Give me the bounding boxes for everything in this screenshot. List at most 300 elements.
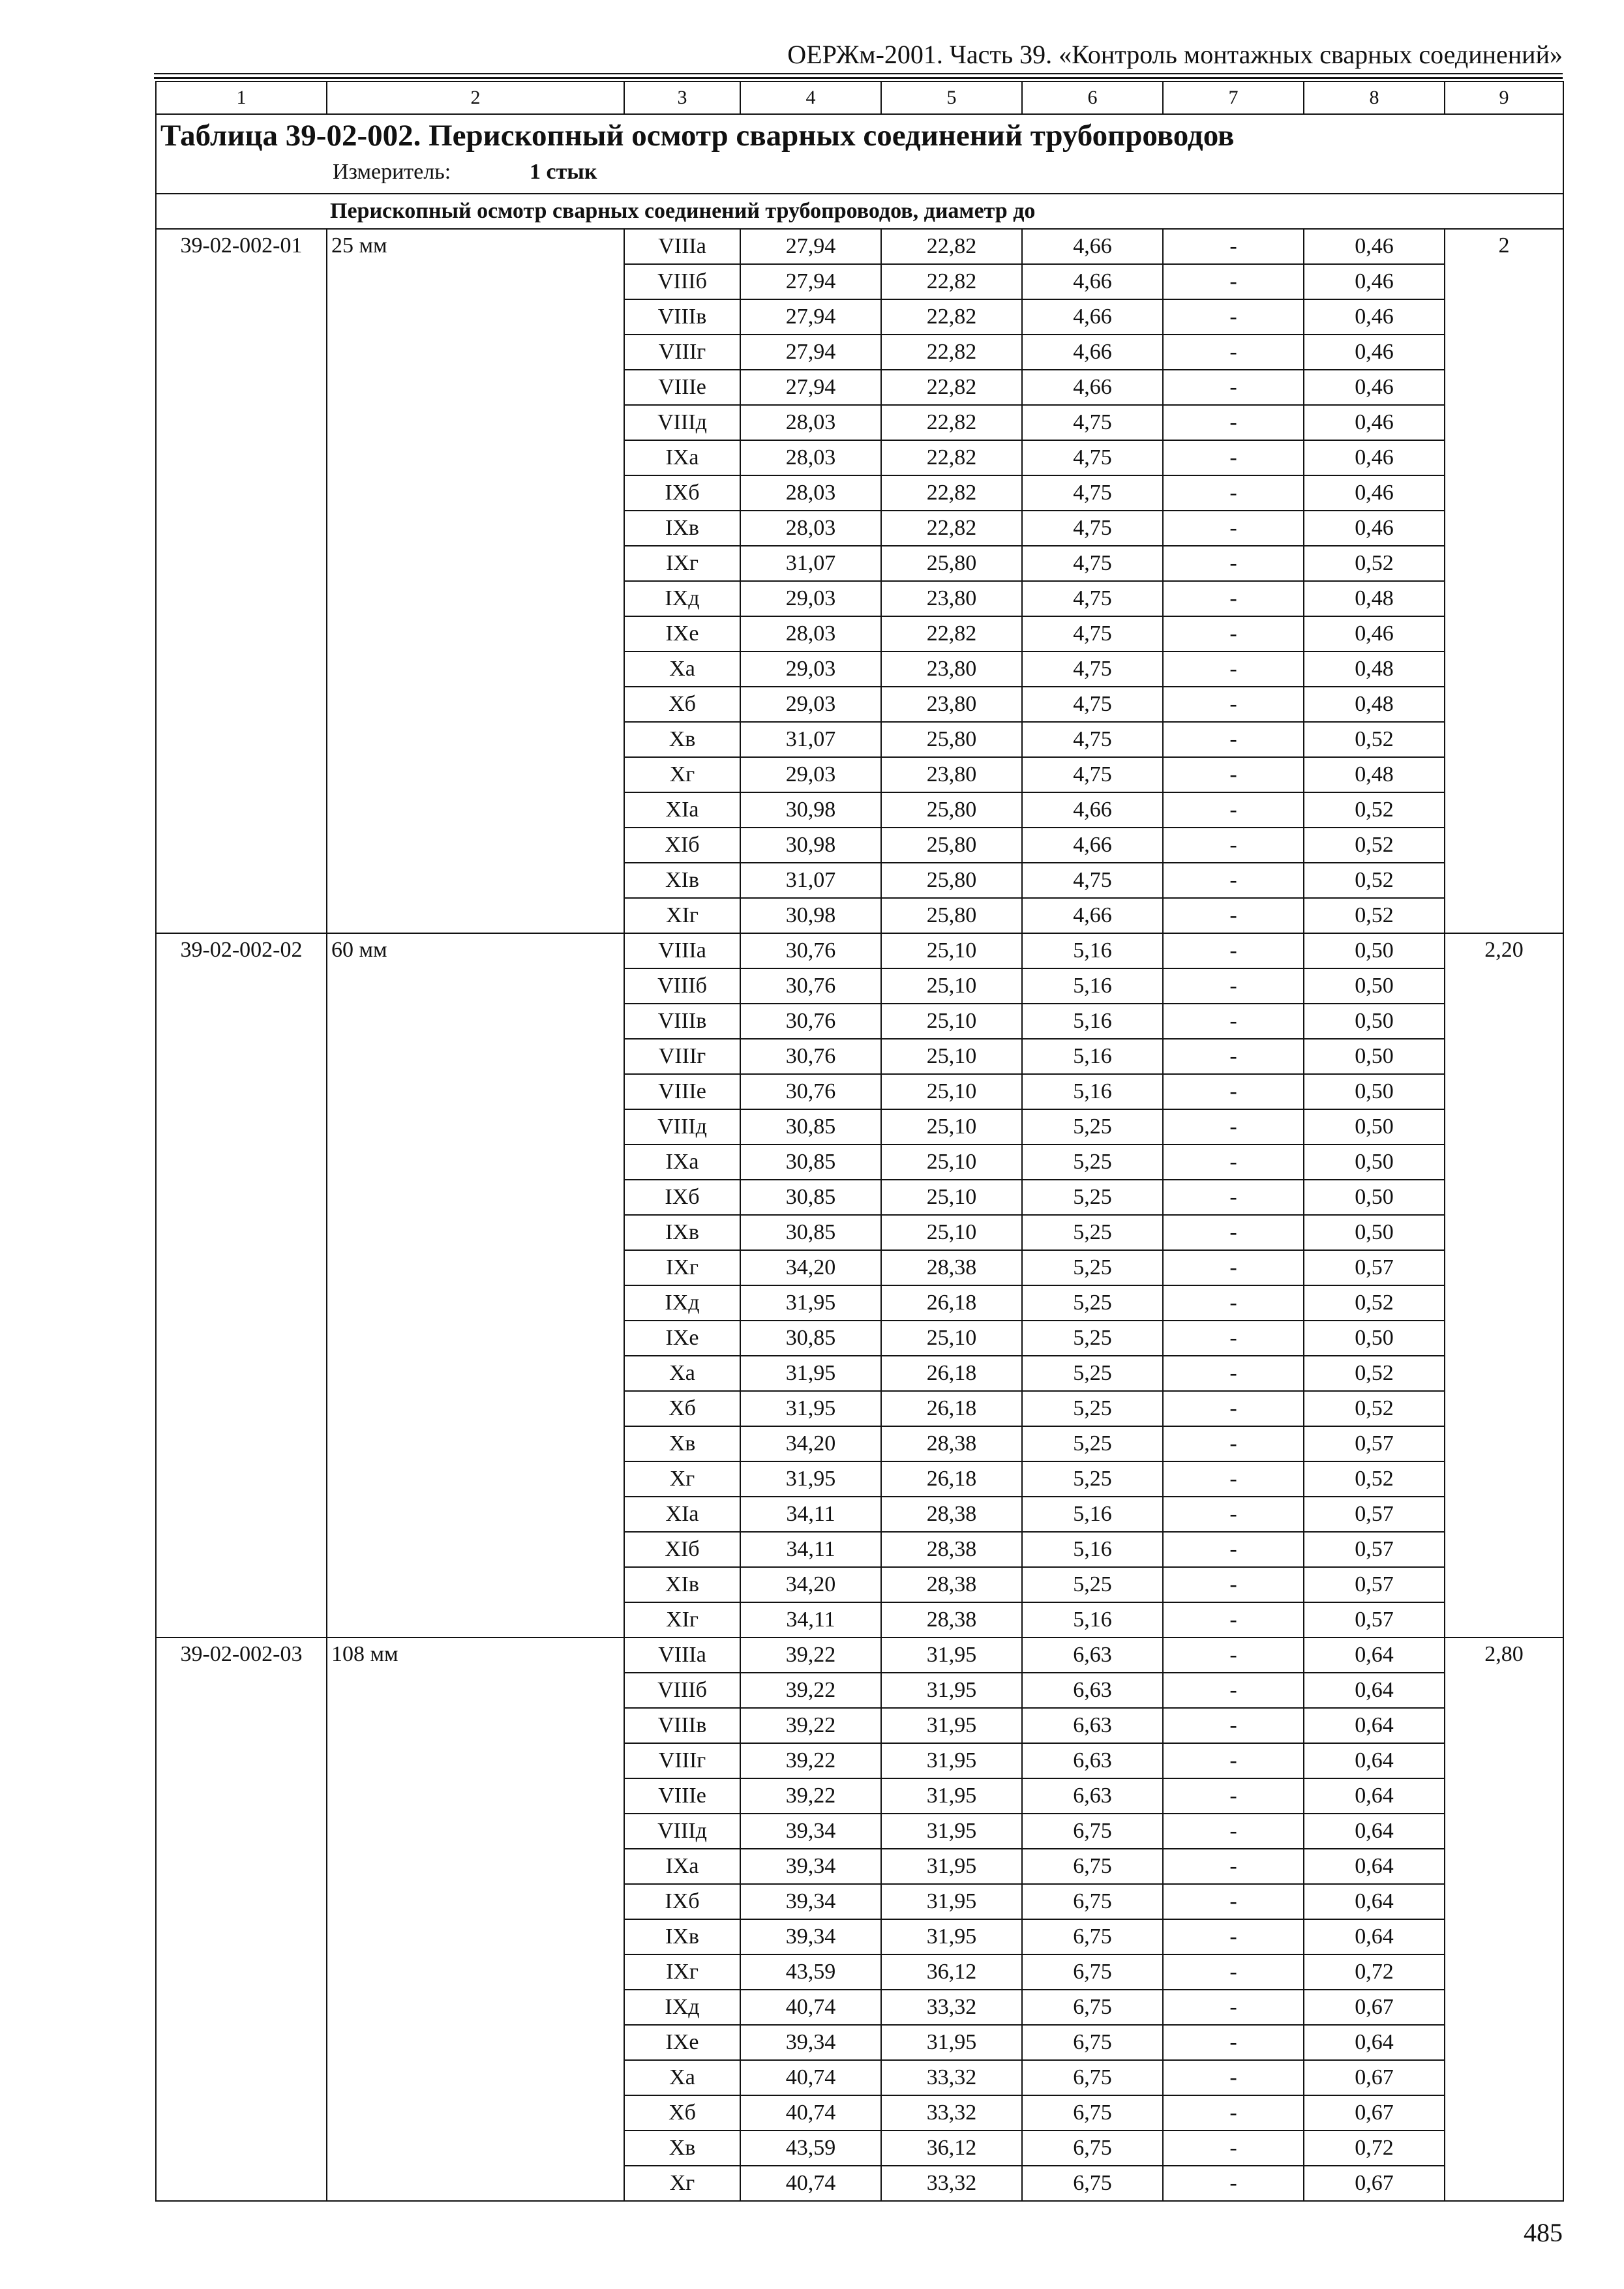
value-cell: 5,25 [1022, 1250, 1163, 1285]
zone-cell: VIIIв [624, 299, 740, 335]
value-cell: 0,52 [1304, 828, 1445, 863]
value-cell: 0,46 [1304, 370, 1445, 405]
value-cell: 39,22 [740, 1708, 881, 1743]
value-cell: 4,75 [1022, 651, 1163, 687]
value-cell: 0,46 [1304, 475, 1445, 511]
value-cell: - [1163, 2025, 1304, 2060]
value-cell: 4,75 [1022, 405, 1163, 440]
value-cell: - [1163, 1602, 1304, 1638]
value-cell: 22,82 [881, 405, 1022, 440]
value-cell: 39,34 [740, 1849, 881, 1884]
value-cell: 39,22 [740, 1673, 881, 1708]
value-cell: - [1163, 968, 1304, 1004]
zone-cell: XIа [624, 1497, 740, 1532]
value-cell: 6,75 [1022, 1814, 1163, 1849]
value-cell: 31,95 [740, 1285, 881, 1321]
value-cell: - [1163, 546, 1304, 581]
value-cell: 5,16 [1022, 933, 1163, 968]
value-cell: 26,18 [881, 1391, 1022, 1426]
zone-cell: VIIIе [624, 370, 740, 405]
value-cell: 30,76 [740, 933, 881, 968]
value-cell: 40,74 [740, 1990, 881, 2025]
value-cell: 39,22 [740, 1778, 881, 1814]
value-cell: 0,50 [1304, 1180, 1445, 1215]
value-cell: 40,74 [740, 2166, 881, 2201]
table-row [156, 229, 1563, 264]
value-cell: 29,03 [740, 651, 881, 687]
value-cell: - [1163, 1004, 1304, 1039]
value-cell: 5,25 [1022, 1109, 1163, 1144]
value-cell: - [1163, 1144, 1304, 1180]
zone-cell: Xа [624, 2060, 740, 2095]
value-cell: 22,82 [881, 616, 1022, 651]
column-number: 6 [1022, 82, 1163, 114]
value-cell: 0,64 [1304, 1919, 1445, 1954]
value-cell: 34,20 [740, 1567, 881, 1602]
value-cell: 28,03 [740, 475, 881, 511]
diameter-cell: 25 мм [327, 229, 624, 933]
value-cell: - [1163, 405, 1304, 440]
value-cell: 33,32 [881, 1990, 1022, 2025]
value-cell: 36,12 [881, 1954, 1022, 1990]
value-cell: - [1163, 229, 1304, 264]
zone-cell: Xб [624, 687, 740, 722]
value-cell: 4,66 [1022, 335, 1163, 370]
value-cell: 22,82 [881, 440, 1022, 475]
value-cell: 6,63 [1022, 1673, 1163, 1708]
value-cell: 25,10 [881, 933, 1022, 968]
value-cell: 5,25 [1022, 1391, 1163, 1426]
value-cell: - [1163, 1708, 1304, 1743]
value-cell: 0,72 [1304, 1954, 1445, 1990]
zone-cell: Xг [624, 757, 740, 792]
value-cell: 23,80 [881, 687, 1022, 722]
value-cell: 30,85 [740, 1109, 881, 1144]
value-cell: - [1163, 792, 1304, 828]
zone-cell: VIIIб [624, 264, 740, 299]
value-cell: 4,66 [1022, 229, 1163, 264]
value-cell: 31,95 [881, 1849, 1022, 1884]
zone-cell: Xг [624, 2166, 740, 2201]
value-cell: 5,16 [1022, 1602, 1163, 1638]
value-cell: 5,25 [1022, 1285, 1163, 1321]
value-cell: 4,75 [1022, 546, 1163, 581]
value-cell: - [1163, 370, 1304, 405]
total-cell: 2 [1445, 229, 1563, 933]
value-cell: 0,57 [1304, 1532, 1445, 1567]
zone-cell: VIIIа [624, 229, 740, 264]
value-cell: 30,76 [740, 1074, 881, 1109]
value-cell: 26,18 [881, 1461, 1022, 1497]
norm-code: 39-02-002-02 [156, 933, 327, 1638]
zone-cell: VIIIа [624, 933, 740, 968]
value-cell: 6,75 [1022, 2166, 1163, 2201]
zone-cell: IXа [624, 440, 740, 475]
value-cell: 31,95 [881, 1673, 1022, 1708]
zone-cell: IXг [624, 1954, 740, 1990]
value-cell: 4,75 [1022, 511, 1163, 546]
running-header: ОЕРЖм-2001. Часть 39. «Контроль монтажных сварных соединений» [787, 40, 1563, 69]
value-cell: - [1163, 1180, 1304, 1215]
zone-cell: IXб [624, 475, 740, 511]
value-cell: 29,03 [740, 581, 881, 616]
zone-cell: VIIIб [624, 1673, 740, 1708]
zone-cell: VIIIв [624, 1708, 740, 1743]
value-cell: 29,03 [740, 757, 881, 792]
value-cell: 0,64 [1304, 1743, 1445, 1778]
value-cell: 4,75 [1022, 616, 1163, 651]
zone-cell: VIIIд [624, 405, 740, 440]
value-cell: - [1163, 581, 1304, 616]
value-cell: 4,75 [1022, 440, 1163, 475]
value-cell: 0,50 [1304, 1109, 1445, 1144]
value-cell: - [1163, 1743, 1304, 1778]
value-cell: 34,11 [740, 1497, 881, 1532]
value-cell: 25,80 [881, 546, 1022, 581]
value-cell: 5,16 [1022, 1497, 1163, 1532]
value-cell: 27,94 [740, 335, 881, 370]
zone-cell: VIIIв [624, 1004, 740, 1039]
value-cell: 30,76 [740, 968, 881, 1004]
value-cell: 30,76 [740, 1039, 881, 1074]
value-cell: 0,57 [1304, 1602, 1445, 1638]
value-cell: - [1163, 1391, 1304, 1426]
value-cell: 6,75 [1022, 1884, 1163, 1919]
value-cell: 27,94 [740, 229, 881, 264]
value-cell: - [1163, 1638, 1304, 1673]
value-cell: 34,11 [740, 1532, 881, 1567]
value-cell: 5,25 [1022, 1567, 1163, 1602]
value-cell: 0,64 [1304, 1884, 1445, 1919]
value-cell: 39,34 [740, 2025, 881, 2060]
value-cell: 0,50 [1304, 968, 1445, 1004]
value-cell: 25,10 [881, 1074, 1022, 1109]
value-cell: - [1163, 1778, 1304, 1814]
value-cell: - [1163, 2166, 1304, 2201]
value-cell: - [1163, 1673, 1304, 1708]
value-cell: 22,82 [881, 299, 1022, 335]
value-cell: 31,07 [740, 546, 881, 581]
zone-cell: IXе [624, 616, 740, 651]
value-cell: 23,80 [881, 651, 1022, 687]
value-cell: - [1163, 933, 1304, 968]
table-row [156, 933, 1563, 968]
zone-cell: IXд [624, 1285, 740, 1321]
value-cell: 4,66 [1022, 828, 1163, 863]
value-cell: 5,16 [1022, 968, 1163, 1004]
header-rule [154, 73, 1563, 74]
column-number: 7 [1163, 82, 1304, 114]
value-cell: - [1163, 475, 1304, 511]
value-cell: 0,48 [1304, 757, 1445, 792]
value-cell: - [1163, 1919, 1304, 1954]
value-cell: 33,32 [881, 2095, 1022, 2131]
value-cell: - [1163, 616, 1304, 651]
value-cell: 0,52 [1304, 546, 1445, 581]
value-cell: - [1163, 1814, 1304, 1849]
zone-cell: IXе [624, 2025, 740, 2060]
value-cell: 6,75 [1022, 1954, 1163, 1990]
value-cell: - [1163, 440, 1304, 475]
zone-cell: Xв [624, 1426, 740, 1461]
value-cell: 29,03 [740, 687, 881, 722]
value-cell: 40,74 [740, 2095, 881, 2131]
value-cell: 5,16 [1022, 1532, 1163, 1567]
value-cell: 0,50 [1304, 933, 1445, 968]
zone-cell: VIIIа [624, 1638, 740, 1673]
value-cell: 0,57 [1304, 1250, 1445, 1285]
value-cell: 4,75 [1022, 581, 1163, 616]
total-cell: 2,20 [1445, 933, 1563, 1638]
value-cell: - [1163, 1039, 1304, 1074]
column-number: 1 [156, 82, 327, 114]
value-cell: 25,10 [881, 1039, 1022, 1074]
value-cell: 26,18 [881, 1285, 1022, 1321]
column-number: 2 [327, 82, 624, 114]
value-cell: 0,57 [1304, 1497, 1445, 1532]
value-cell: 0,46 [1304, 229, 1445, 264]
table-title: Таблица 39-02-002. Перископный осмотр сварных соединений трубопроводов [160, 119, 1235, 153]
column-number: 5 [881, 82, 1022, 114]
value-cell: 23,80 [881, 581, 1022, 616]
value-cell: 6,75 [1022, 1849, 1163, 1884]
value-cell: - [1163, 1356, 1304, 1391]
zone-cell: IXв [624, 1919, 740, 1954]
value-cell: 0,52 [1304, 1285, 1445, 1321]
zone-cell: Xа [624, 651, 740, 687]
value-cell: 22,82 [881, 475, 1022, 511]
value-cell: 0,52 [1304, 1461, 1445, 1497]
value-cell: 43,59 [740, 1954, 881, 1990]
value-cell: - [1163, 1954, 1304, 1990]
zone-cell: IXд [624, 1990, 740, 2025]
value-cell: 5,25 [1022, 1180, 1163, 1215]
value-cell: 22,82 [881, 370, 1022, 405]
value-cell: - [1163, 1321, 1304, 1356]
value-cell: 4,75 [1022, 722, 1163, 757]
value-cell: 31,95 [881, 2025, 1022, 2060]
value-cell: - [1163, 1532, 1304, 1567]
zone-cell: VIIIд [624, 1109, 740, 1144]
value-cell: - [1163, 1990, 1304, 2025]
zone-cell: Xв [624, 722, 740, 757]
section-subheading: Перископный осмотр сварных соединений трубопроводов, диаметр до [156, 194, 1563, 229]
value-cell: 4,75 [1022, 757, 1163, 792]
zone-cell: VIIIе [624, 1778, 740, 1814]
norm-code: 39-02-002-01 [156, 229, 327, 933]
value-cell: 30,85 [740, 1215, 881, 1250]
value-cell: 30,76 [740, 1004, 881, 1039]
value-cell: - [1163, 1074, 1304, 1109]
value-cell: 22,82 [881, 264, 1022, 299]
zone-cell: IXг [624, 546, 740, 581]
value-cell: 27,94 [740, 264, 881, 299]
value-cell: - [1163, 335, 1304, 370]
value-cell: 30,98 [740, 828, 881, 863]
value-cell: 5,25 [1022, 1321, 1163, 1356]
zone-cell: IXд [624, 581, 740, 616]
value-cell: - [1163, 757, 1304, 792]
value-cell: 0,50 [1304, 1039, 1445, 1074]
value-cell: 6,63 [1022, 1778, 1163, 1814]
value-cell: 30,98 [740, 898, 881, 933]
diameter-cell: 108 мм [327, 1638, 624, 2201]
zone-cell: VIIIб [624, 968, 740, 1004]
value-cell: 0,64 [1304, 2025, 1445, 2060]
zone-cell: IXа [624, 1849, 740, 1884]
page-number: 485 [1524, 2218, 1563, 2247]
zone-cell: IXб [624, 1180, 740, 1215]
value-cell: 0,48 [1304, 651, 1445, 687]
value-cell: 0,46 [1304, 299, 1445, 335]
value-cell: 6,75 [1022, 2025, 1163, 2060]
column-number: 8 [1304, 82, 1445, 114]
value-cell: 5,25 [1022, 1461, 1163, 1497]
value-cell: 0,48 [1304, 581, 1445, 616]
value-cell: 27,94 [740, 299, 881, 335]
value-cell: 6,63 [1022, 1708, 1163, 1743]
value-cell: - [1163, 1884, 1304, 1919]
value-cell: 28,38 [881, 1250, 1022, 1285]
zone-cell: XIб [624, 828, 740, 863]
value-cell: 0,72 [1304, 2131, 1445, 2166]
value-cell: 25,10 [881, 1144, 1022, 1180]
value-cell: 4,75 [1022, 863, 1163, 898]
value-cell: 22,82 [881, 335, 1022, 370]
value-cell: 31,95 [881, 1638, 1022, 1673]
value-cell: 4,66 [1022, 264, 1163, 299]
value-cell: 0,46 [1304, 335, 1445, 370]
value-cell: 0,52 [1304, 863, 1445, 898]
value-cell: 5,25 [1022, 1356, 1163, 1391]
value-cell: 0,52 [1304, 898, 1445, 933]
zone-cell: IXб [624, 1884, 740, 1919]
value-cell: 30,98 [740, 792, 881, 828]
value-cell: - [1163, 898, 1304, 933]
value-cell: 4,75 [1022, 687, 1163, 722]
value-cell: 31,07 [740, 863, 881, 898]
value-cell: 0,64 [1304, 1708, 1445, 1743]
value-cell: 34,20 [740, 1426, 881, 1461]
value-cell: 25,10 [881, 1215, 1022, 1250]
value-cell: - [1163, 1109, 1304, 1144]
zone-cell: IXа [624, 1144, 740, 1180]
value-cell: 6,75 [1022, 1919, 1163, 1954]
value-cell: 5,25 [1022, 1215, 1163, 1250]
value-cell: 31,95 [881, 1743, 1022, 1778]
zone-cell: Xв [624, 2131, 740, 2166]
value-cell: 0,50 [1304, 1215, 1445, 1250]
value-cell: 0,67 [1304, 2166, 1445, 2201]
value-cell: 0,52 [1304, 1391, 1445, 1426]
value-cell: 30,85 [740, 1144, 881, 1180]
value-cell: 4,66 [1022, 370, 1163, 405]
value-cell: 40,74 [740, 2060, 881, 2095]
value-cell: 28,38 [881, 1567, 1022, 1602]
meter-row [160, 157, 1559, 189]
value-cell: 28,03 [740, 616, 881, 651]
norms-table [155, 81, 1564, 2202]
value-cell: 0,67 [1304, 2095, 1445, 2131]
value-cell: 25,10 [881, 1004, 1022, 1039]
value-cell: 31,95 [740, 1461, 881, 1497]
subheading-row [156, 194, 1563, 229]
zone-cell: Xб [624, 1391, 740, 1426]
zone-cell: IXв [624, 511, 740, 546]
value-cell: 39,34 [740, 1814, 881, 1849]
title-row [156, 114, 1563, 194]
zone-cell: Xг [624, 1461, 740, 1497]
value-cell: 31,95 [881, 1778, 1022, 1814]
value-cell: 39,22 [740, 1638, 881, 1673]
value-cell: 25,80 [881, 828, 1022, 863]
value-cell: - [1163, 687, 1304, 722]
value-cell: 0,67 [1304, 1990, 1445, 2025]
value-cell: 25,80 [881, 863, 1022, 898]
value-cell: 31,07 [740, 722, 881, 757]
value-cell: - [1163, 1849, 1304, 1884]
value-cell: 0,64 [1304, 1814, 1445, 1849]
zone-cell: Xб [624, 2095, 740, 2131]
value-cell: 28,03 [740, 511, 881, 546]
value-cell: 23,80 [881, 757, 1022, 792]
value-cell: - [1163, 264, 1304, 299]
value-cell: 39,34 [740, 1884, 881, 1919]
value-cell: 0,57 [1304, 1567, 1445, 1602]
value-cell: 39,34 [740, 1919, 881, 1954]
value-cell: 6,63 [1022, 1743, 1163, 1778]
value-cell: - [1163, 2095, 1304, 2131]
zone-cell: XIб [624, 1532, 740, 1567]
value-cell: - [1163, 511, 1304, 546]
value-cell: - [1163, 1426, 1304, 1461]
value-cell: - [1163, 1250, 1304, 1285]
column-number: 9 [1445, 82, 1563, 114]
column-number-row [156, 82, 1563, 114]
value-cell: - [1163, 299, 1304, 335]
value-cell: 25,10 [881, 1109, 1022, 1144]
value-cell: 31,95 [740, 1391, 881, 1426]
norm-code: 39-02-002-03 [156, 1638, 327, 2201]
value-cell: 22,82 [881, 511, 1022, 546]
value-cell: 28,38 [881, 1532, 1022, 1567]
meter-value: 1 стык [530, 160, 597, 184]
value-cell: - [1163, 1215, 1304, 1250]
value-cell: 0,64 [1304, 1778, 1445, 1814]
value-cell: 0,50 [1304, 1321, 1445, 1356]
value-cell: 0,46 [1304, 440, 1445, 475]
total-cell: 2,80 [1445, 1638, 1563, 2201]
value-cell: 0,67 [1304, 2060, 1445, 2095]
value-cell: 39,22 [740, 1743, 881, 1778]
zone-cell: VIIIг [624, 335, 740, 370]
value-cell: 31,95 [881, 1708, 1022, 1743]
zone-cell: IXв [624, 1215, 740, 1250]
value-cell: 5,25 [1022, 1426, 1163, 1461]
value-cell: 0,50 [1304, 1144, 1445, 1180]
value-cell: - [1163, 1285, 1304, 1321]
value-cell: 6,75 [1022, 2131, 1163, 2166]
value-cell: 4,66 [1022, 898, 1163, 933]
value-cell: 28,38 [881, 1426, 1022, 1461]
table-row [156, 1638, 1563, 1673]
value-cell: 5,16 [1022, 1074, 1163, 1109]
value-cell: 28,03 [740, 405, 881, 440]
value-cell: 33,32 [881, 2166, 1022, 2201]
value-cell: 0,52 [1304, 1356, 1445, 1391]
value-cell: - [1163, 1461, 1304, 1497]
value-cell: 6,75 [1022, 1990, 1163, 2025]
